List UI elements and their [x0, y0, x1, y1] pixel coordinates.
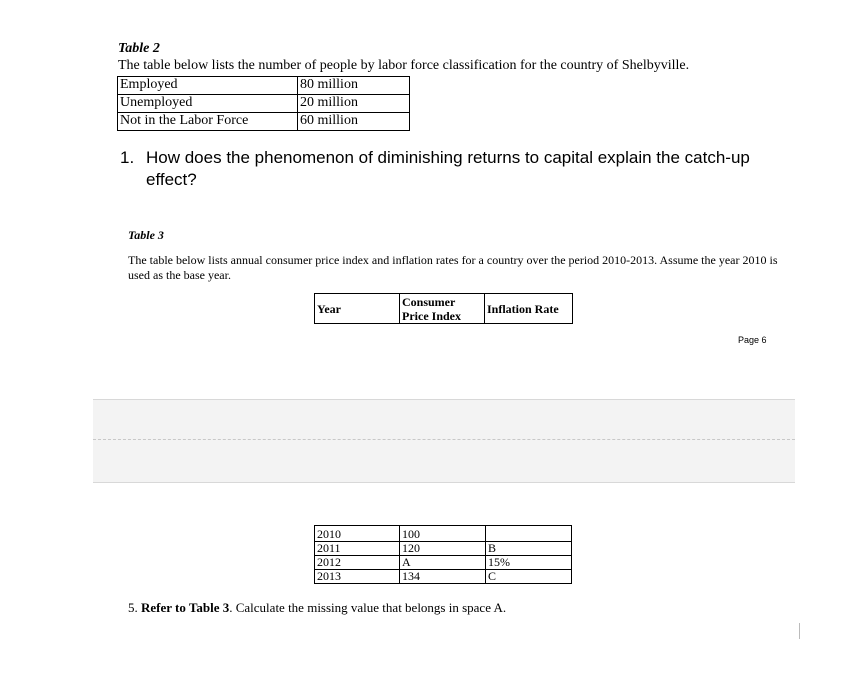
table-row [315, 570, 572, 584]
table-row [315, 556, 572, 570]
question-1-text: How does the phenomenon of diminishing returns to capital explain the catch-up [146, 148, 750, 167]
cell-year: 2011 [315, 542, 400, 556]
table2 [117, 76, 410, 131]
table2-label: Employed [118, 77, 298, 95]
question-1-number: 1. [120, 148, 135, 167]
question-1-text-cont: effect? [146, 170, 197, 189]
cell-cpi: 120 [400, 542, 486, 556]
table2-value: 80 million [298, 77, 410, 95]
table3-header [314, 293, 573, 324]
table3-data [314, 525, 572, 584]
cell-inflation: 15% [486, 556, 572, 570]
table-row [118, 77, 410, 95]
header-inflation: Inflation Rate [485, 294, 573, 324]
page-number: Page 6 [738, 335, 767, 345]
table-row [315, 526, 572, 542]
question-5-prefix: 5. [128, 600, 141, 615]
question-5-bold: Refer to Table 3 [141, 600, 230, 615]
cell-year: 2010 [315, 526, 400, 542]
table3-intro: The table below lists annual consumer price index and inflation rates for a country over the period 2010-2013. Assume the year 2010 is used as the base year. [128, 253, 778, 282]
cell-cpi: 134 [400, 570, 486, 584]
table2-title: Table 2 [118, 41, 160, 56]
cell-inflation: B [486, 542, 572, 556]
question-5-rest: . Calculate the missing value that belongs in space A. [229, 600, 507, 615]
table2-label: Not in the Labor Force [118, 113, 298, 131]
question-5 [128, 600, 506, 616]
table-header-row [315, 294, 573, 324]
cell-inflation [486, 526, 572, 542]
table2-label: Unemployed [118, 95, 298, 113]
table-row [315, 542, 572, 556]
header-cpi: Consumer Price Index [400, 294, 485, 324]
table2-intro: The table below lists the number of people by labor force classification for the country of Shelbyville. [118, 58, 690, 73]
table-row [118, 113, 410, 131]
header-year: Year [315, 294, 400, 324]
question-1 [120, 147, 810, 191]
table3-title: Table 3 [128, 228, 164, 242]
text-cursor [799, 623, 800, 639]
page-break-band [93, 440, 795, 483]
cell-year: 2012 [315, 556, 400, 570]
cell-cpi: 100 [400, 526, 486, 542]
cell-cpi: A [400, 556, 486, 570]
cell-inflation: C [486, 570, 572, 584]
table2-value: 20 million [298, 95, 410, 113]
page-break-band [93, 399, 795, 440]
table-row [118, 95, 410, 113]
cell-year: 2013 [315, 570, 400, 584]
table2-value: 60 million [298, 113, 410, 131]
